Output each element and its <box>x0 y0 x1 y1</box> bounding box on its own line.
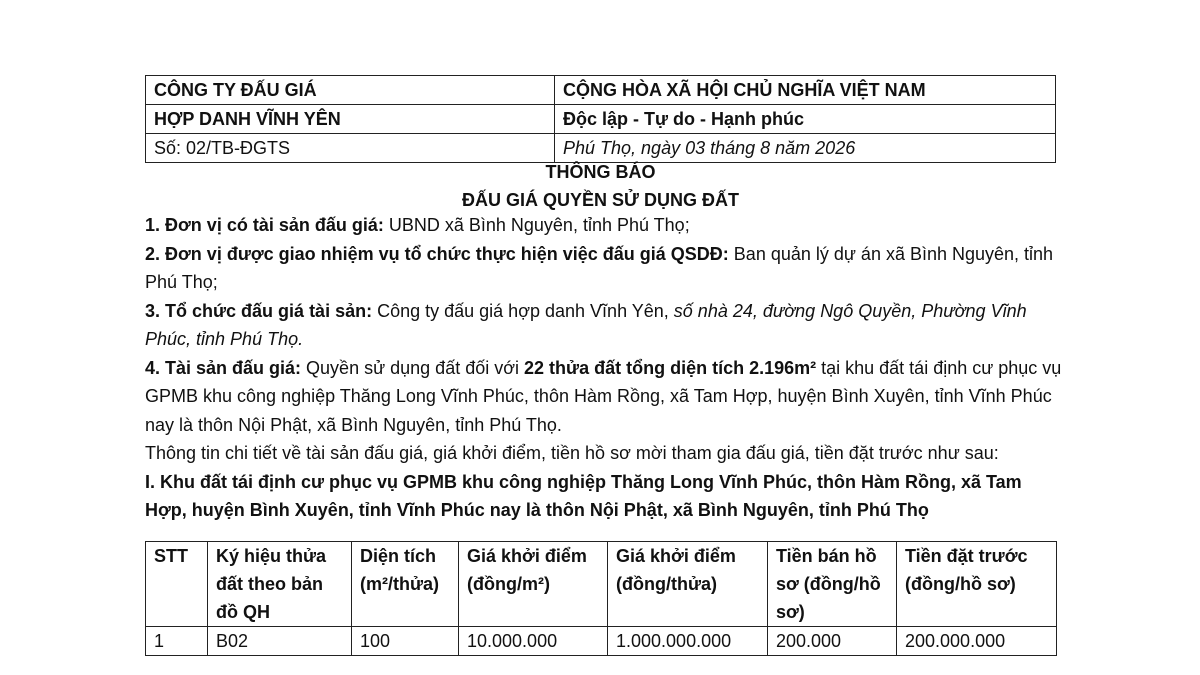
column-header: Giá khởi điểm (đồng/m²) <box>459 542 608 627</box>
table-cell: 200.000.000 <box>897 627 1057 656</box>
table-cell: 100 <box>352 627 459 656</box>
item-3-address: số nhà 24, đường Ngô Quyền, Phường Vĩnh Phúc, tỉnh Phú Thọ. <box>145 300 1027 349</box>
document-number: Số: 02/TB-ĐGTS <box>146 134 555 163</box>
table-cell: B02 <box>208 627 352 656</box>
table-cell: 1.000.000.000 <box>608 627 768 656</box>
item-2 <box>145 240 1065 297</box>
company-name-line1: CÔNG TY ĐẤU GIÁ <box>146 76 555 105</box>
item-4-text: Quyền sử dụng đất đối với <box>301 357 525 378</box>
item-3-label: 3. Tổ chức đấu giá tài sản: <box>145 300 373 321</box>
item-3-text: Công ty đấu giá hợp danh Vĩnh Yên, <box>372 300 674 321</box>
item-4-area: 22 thửa đất tổng diện tích 2.196m² <box>524 357 817 378</box>
table-cell: 200.000 <box>768 627 897 656</box>
section-1-heading: I. Khu đất tái định cư phục vụ GPMB khu công nghiệp Thăng Long Vĩnh Phúc, thôn Hàm Rồng, xã Tam Hợp, huyện Bình Xuyên, tỉnh Vĩnh Phúc nay là thôn Nội Phật, xã Bình Nguyên, tỉnh Phú Thọ <box>145 471 1022 520</box>
column-header: Giá khởi điểm (đồng/thửa) <box>608 542 768 627</box>
national-title: CỘNG HÒA XÃ HỘI CHỦ NGHĨA VIỆT NAM <box>555 76 1056 105</box>
national-motto: Độc lập - Tự do - Hạnh phúc <box>555 105 1056 134</box>
column-header: Diện tích (m²/thửa) <box>352 542 459 627</box>
column-header: Ký hiệu thửa đất theo bản đồ QH <box>208 542 352 627</box>
notice-title: THÔNG BÁO <box>545 162 656 182</box>
notice-subtitle: ĐẤU GIÁ QUYỀN SỬ DỤNG ĐẤT <box>462 190 739 210</box>
item-1 <box>145 211 1065 240</box>
table-cell: 1 <box>146 627 208 656</box>
item-3 <box>145 297 1065 354</box>
asset-table <box>145 541 1057 656</box>
item-2-text: Ban quản lý dự án xã Bình Nguyên, tỉnh Phú Thọ; <box>145 243 1054 292</box>
table-row <box>146 627 1057 656</box>
item-1-text: UBND xã Bình Nguyên, tỉnh Phú Thọ; <box>383 215 690 235</box>
column-header: Tiền đặt trước (đồng/hồ sơ) <box>897 542 1057 627</box>
item-4-location: tại khu đất tái định cư phục vụ GPMB khu công nghiệp Thăng Long Vĩnh Phúc, thôn Hàm Rồng, xã Tam Hợp, huyện Bình Xuyên, tỉnh Vĩnh Phúc nay là thôn Nội Phật, xã Bình Nguyên, tỉnh Phú Thọ. <box>145 357 1062 435</box>
info-paragraph: Thông tin chi tiết về tài sản đấu giá, giá khởi điểm, tiền hồ sơ mời tham gia đấu giá, tiền đặt trước như sau: <box>145 443 999 463</box>
item-2-label: 2. Đơn vị được giao nhiệm vụ tổ chức thực hiện việc đấu giá QSDĐ: <box>145 243 729 264</box>
notice-body <box>145 211 1065 525</box>
document-date: Phú Thọ, ngày 03 tháng 8 năm 2026 <box>555 134 1056 163</box>
item-4-label: 4. Tài sản đấu giá: <box>145 357 302 378</box>
item-4 <box>145 354 1065 440</box>
item-1-label: 1. Đơn vị có tài sản đấu giá: <box>145 215 384 235</box>
column-header: STT <box>146 542 208 627</box>
company-name-line2: HỢP DANH VĨNH YÊN <box>146 105 555 134</box>
table-header-row <box>146 542 1057 627</box>
table-cell: 10.000.000 <box>459 627 608 656</box>
document-header-table <box>145 75 1056 163</box>
column-header: Tiền bán hồ sơ (đồng/hồ sơ) <box>768 542 897 627</box>
